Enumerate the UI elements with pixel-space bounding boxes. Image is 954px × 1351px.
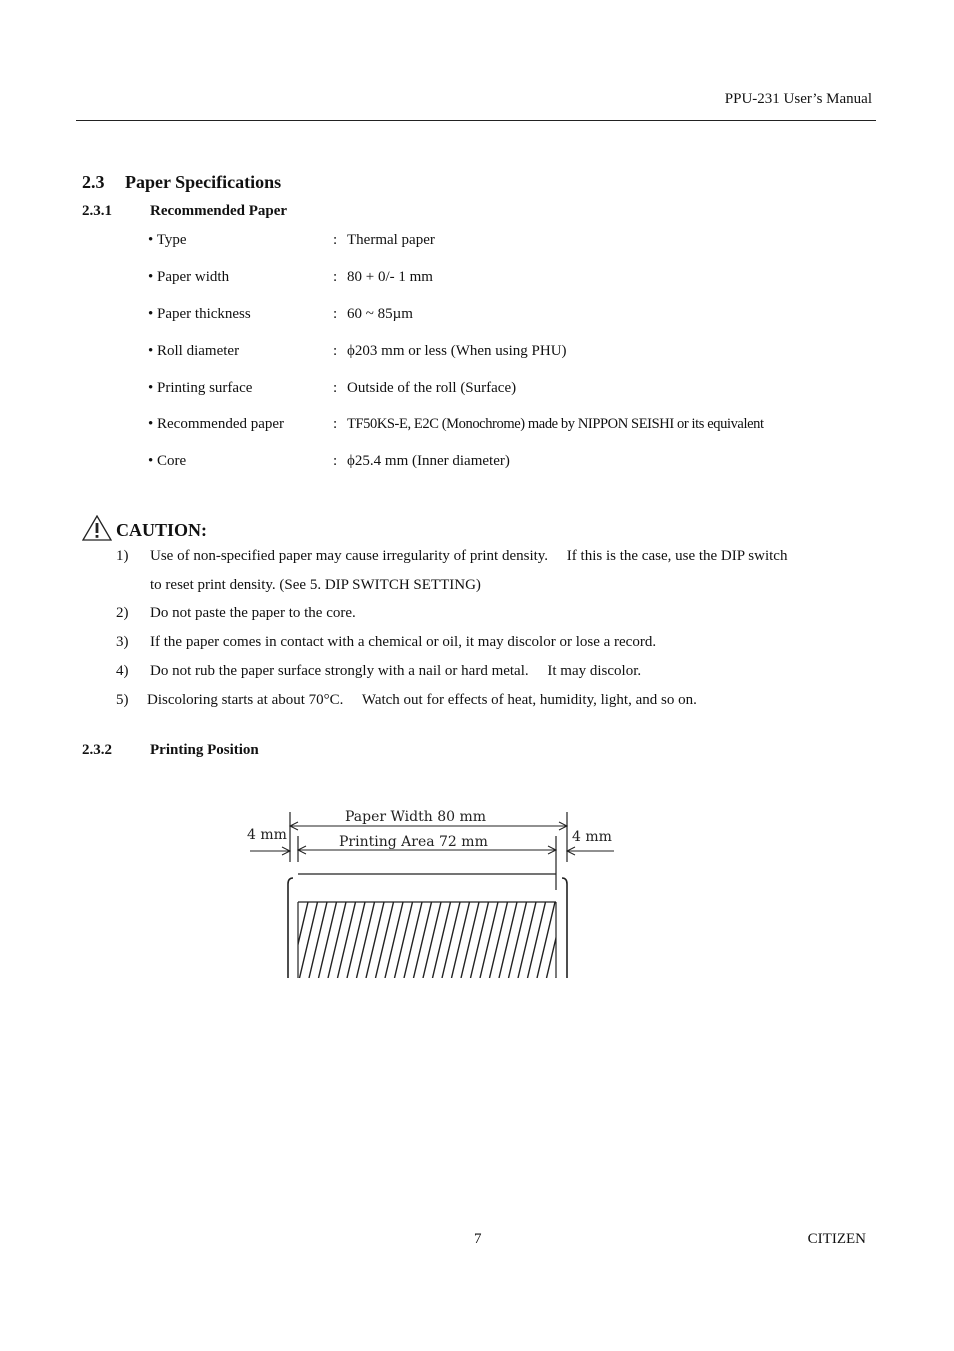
section-number: 2.3 — [82, 172, 105, 192]
section-title: Paper Specifications — [125, 172, 282, 192]
hatch-line — [461, 902, 479, 978]
subsection-number: 2.3.2 — [82, 742, 112, 758]
hatch-line — [556, 902, 574, 978]
caution-item-text: Use of non-specified paper may cause irregularity of print density. If this is the case, use the DIP switch — [150, 548, 788, 564]
hatch-line — [518, 902, 536, 978]
caution-item-number: 3) — [116, 634, 129, 650]
right-margin-label: 4 mm — [572, 829, 612, 845]
caution-item-text: If the paper comes in contact with a chemical or oil, it may discolor or lose a record. — [150, 634, 657, 650]
caution-item-1 — [116, 548, 787, 565]
spec-value: Outside of the roll (Surface) — [347, 380, 517, 396]
section-heading — [82, 172, 281, 193]
printing-area-label: Printing Area 72 mm — [339, 834, 488, 850]
hatch-line — [404, 902, 422, 978]
hatch-line — [376, 902, 394, 978]
hatch-line — [452, 902, 470, 978]
spec-colon: : — [333, 306, 338, 322]
hatch-line — [471, 902, 489, 978]
caution-item-number: 2) — [116, 605, 129, 621]
caution-item-2 — [116, 605, 356, 622]
hatch-line — [385, 902, 403, 978]
hatch-line — [490, 902, 508, 978]
subsection-title: Recommended Paper — [150, 203, 288, 219]
hatch-line — [309, 902, 327, 978]
hatch-line — [480, 902, 498, 978]
hatch-line — [509, 902, 527, 978]
paper-left-edge — [288, 878, 293, 978]
caution-item-1-continuation: to reset print density. (See 5. DIP SWITCH SETTING) — [150, 577, 481, 593]
hatch-line — [566, 902, 584, 978]
hatch-line — [537, 902, 555, 978]
hatch-line — [338, 902, 356, 978]
spec-row-paper-thickness — [148, 306, 413, 323]
spec-value: 60 ~ 85µm — [347, 306, 413, 322]
hatch-line — [366, 902, 384, 978]
spec-row-roll-diameter — [148, 343, 567, 360]
hatch-line — [433, 902, 451, 978]
hatch-line — [423, 902, 441, 978]
hatch-line — [395, 902, 413, 978]
hatch-line — [328, 902, 346, 978]
spec-colon: : — [333, 380, 338, 396]
subsection-title: Printing Position — [150, 742, 259, 758]
hatch-line — [300, 902, 318, 978]
spec-value: ϕ203 mm or less (When using PHU) — [347, 343, 567, 359]
caution-item-4 — [116, 663, 641, 680]
caution-item-text: Do not rub the paper surface strongly with a nail or hard metal. It may discolor. — [150, 663, 642, 679]
hatch-line — [319, 902, 337, 978]
spec-colon: : — [333, 269, 338, 285]
spec-colon: : — [333, 416, 338, 432]
subsection-heading-printing-position — [82, 742, 259, 759]
hatch-line — [290, 902, 308, 978]
caution-item-number: 5) — [116, 692, 129, 708]
hatch-line — [499, 902, 517, 978]
spec-value: TF50KS-E, E2C (Monochrome) made by NIPPON SEISHI or its equivalent — [347, 416, 764, 432]
caution-item-5 — [116, 692, 697, 709]
spec-colon: : — [333, 232, 338, 248]
subsection-number: 2.3.1 — [82, 203, 112, 219]
page-number: 7 — [474, 1231, 482, 1247]
caution-item-number: 1) — [116, 548, 129, 564]
printing-area-hatch — [290, 902, 593, 978]
spec-label: • Recommended paper — [148, 416, 285, 432]
caution-item-text: Do not paste the paper to the core. — [150, 605, 356, 621]
hatch-line — [442, 902, 460, 978]
left-margin-label: 4 mm — [247, 827, 287, 843]
caution-item-3 — [116, 634, 656, 651]
spec-row-printing-surface — [148, 380, 516, 397]
caution-item-text: Discoloring starts at about 70°C. Watch out for effects of heat, humidity, light, and so on. — [147, 692, 697, 708]
spec-row-paper-width — [148, 269, 433, 286]
hatch-line — [357, 902, 375, 978]
subsection-heading-recommended-paper — [82, 203, 287, 220]
spec-value: ϕ25.4 mm (Inner diameter) — [347, 453, 510, 469]
spec-label: • Paper thickness — [148, 306, 251, 322]
spec-label: • Type — [148, 232, 187, 248]
document-header-title: PPU-231 User’s Manual — [724, 91, 872, 107]
paper-width-label: Paper Width 80 mm — [345, 809, 487, 825]
hatch-line — [528, 902, 546, 978]
caution-item-number: 4) — [116, 663, 129, 679]
spec-label: • Paper width — [148, 269, 230, 285]
spec-value: Thermal paper — [347, 232, 435, 248]
caution-heading — [82, 515, 207, 541]
spec-row-core — [148, 453, 510, 470]
footer-brand: CITIZEN — [807, 1231, 866, 1247]
spec-row-type — [148, 232, 435, 249]
hatch-line — [347, 902, 365, 978]
paper-right-edge — [562, 878, 567, 978]
spec-label: • Roll diameter — [148, 343, 240, 359]
printing-position-diagram — [240, 798, 630, 988]
spec-label: • Core — [148, 453, 187, 469]
header-divider — [76, 120, 876, 121]
spec-label: • Printing surface — [148, 380, 253, 396]
spec-value: 80 + 0/- 1 mm — [347, 269, 433, 285]
hatch-line — [575, 902, 593, 978]
spec-colon: : — [333, 343, 338, 359]
spec-colon: : — [333, 453, 338, 469]
spec-row-recommended-paper — [148, 416, 764, 433]
hatch-line — [414, 902, 432, 978]
warning-icon — [82, 515, 112, 541]
caution-title: CAUTION: — [116, 520, 208, 540]
